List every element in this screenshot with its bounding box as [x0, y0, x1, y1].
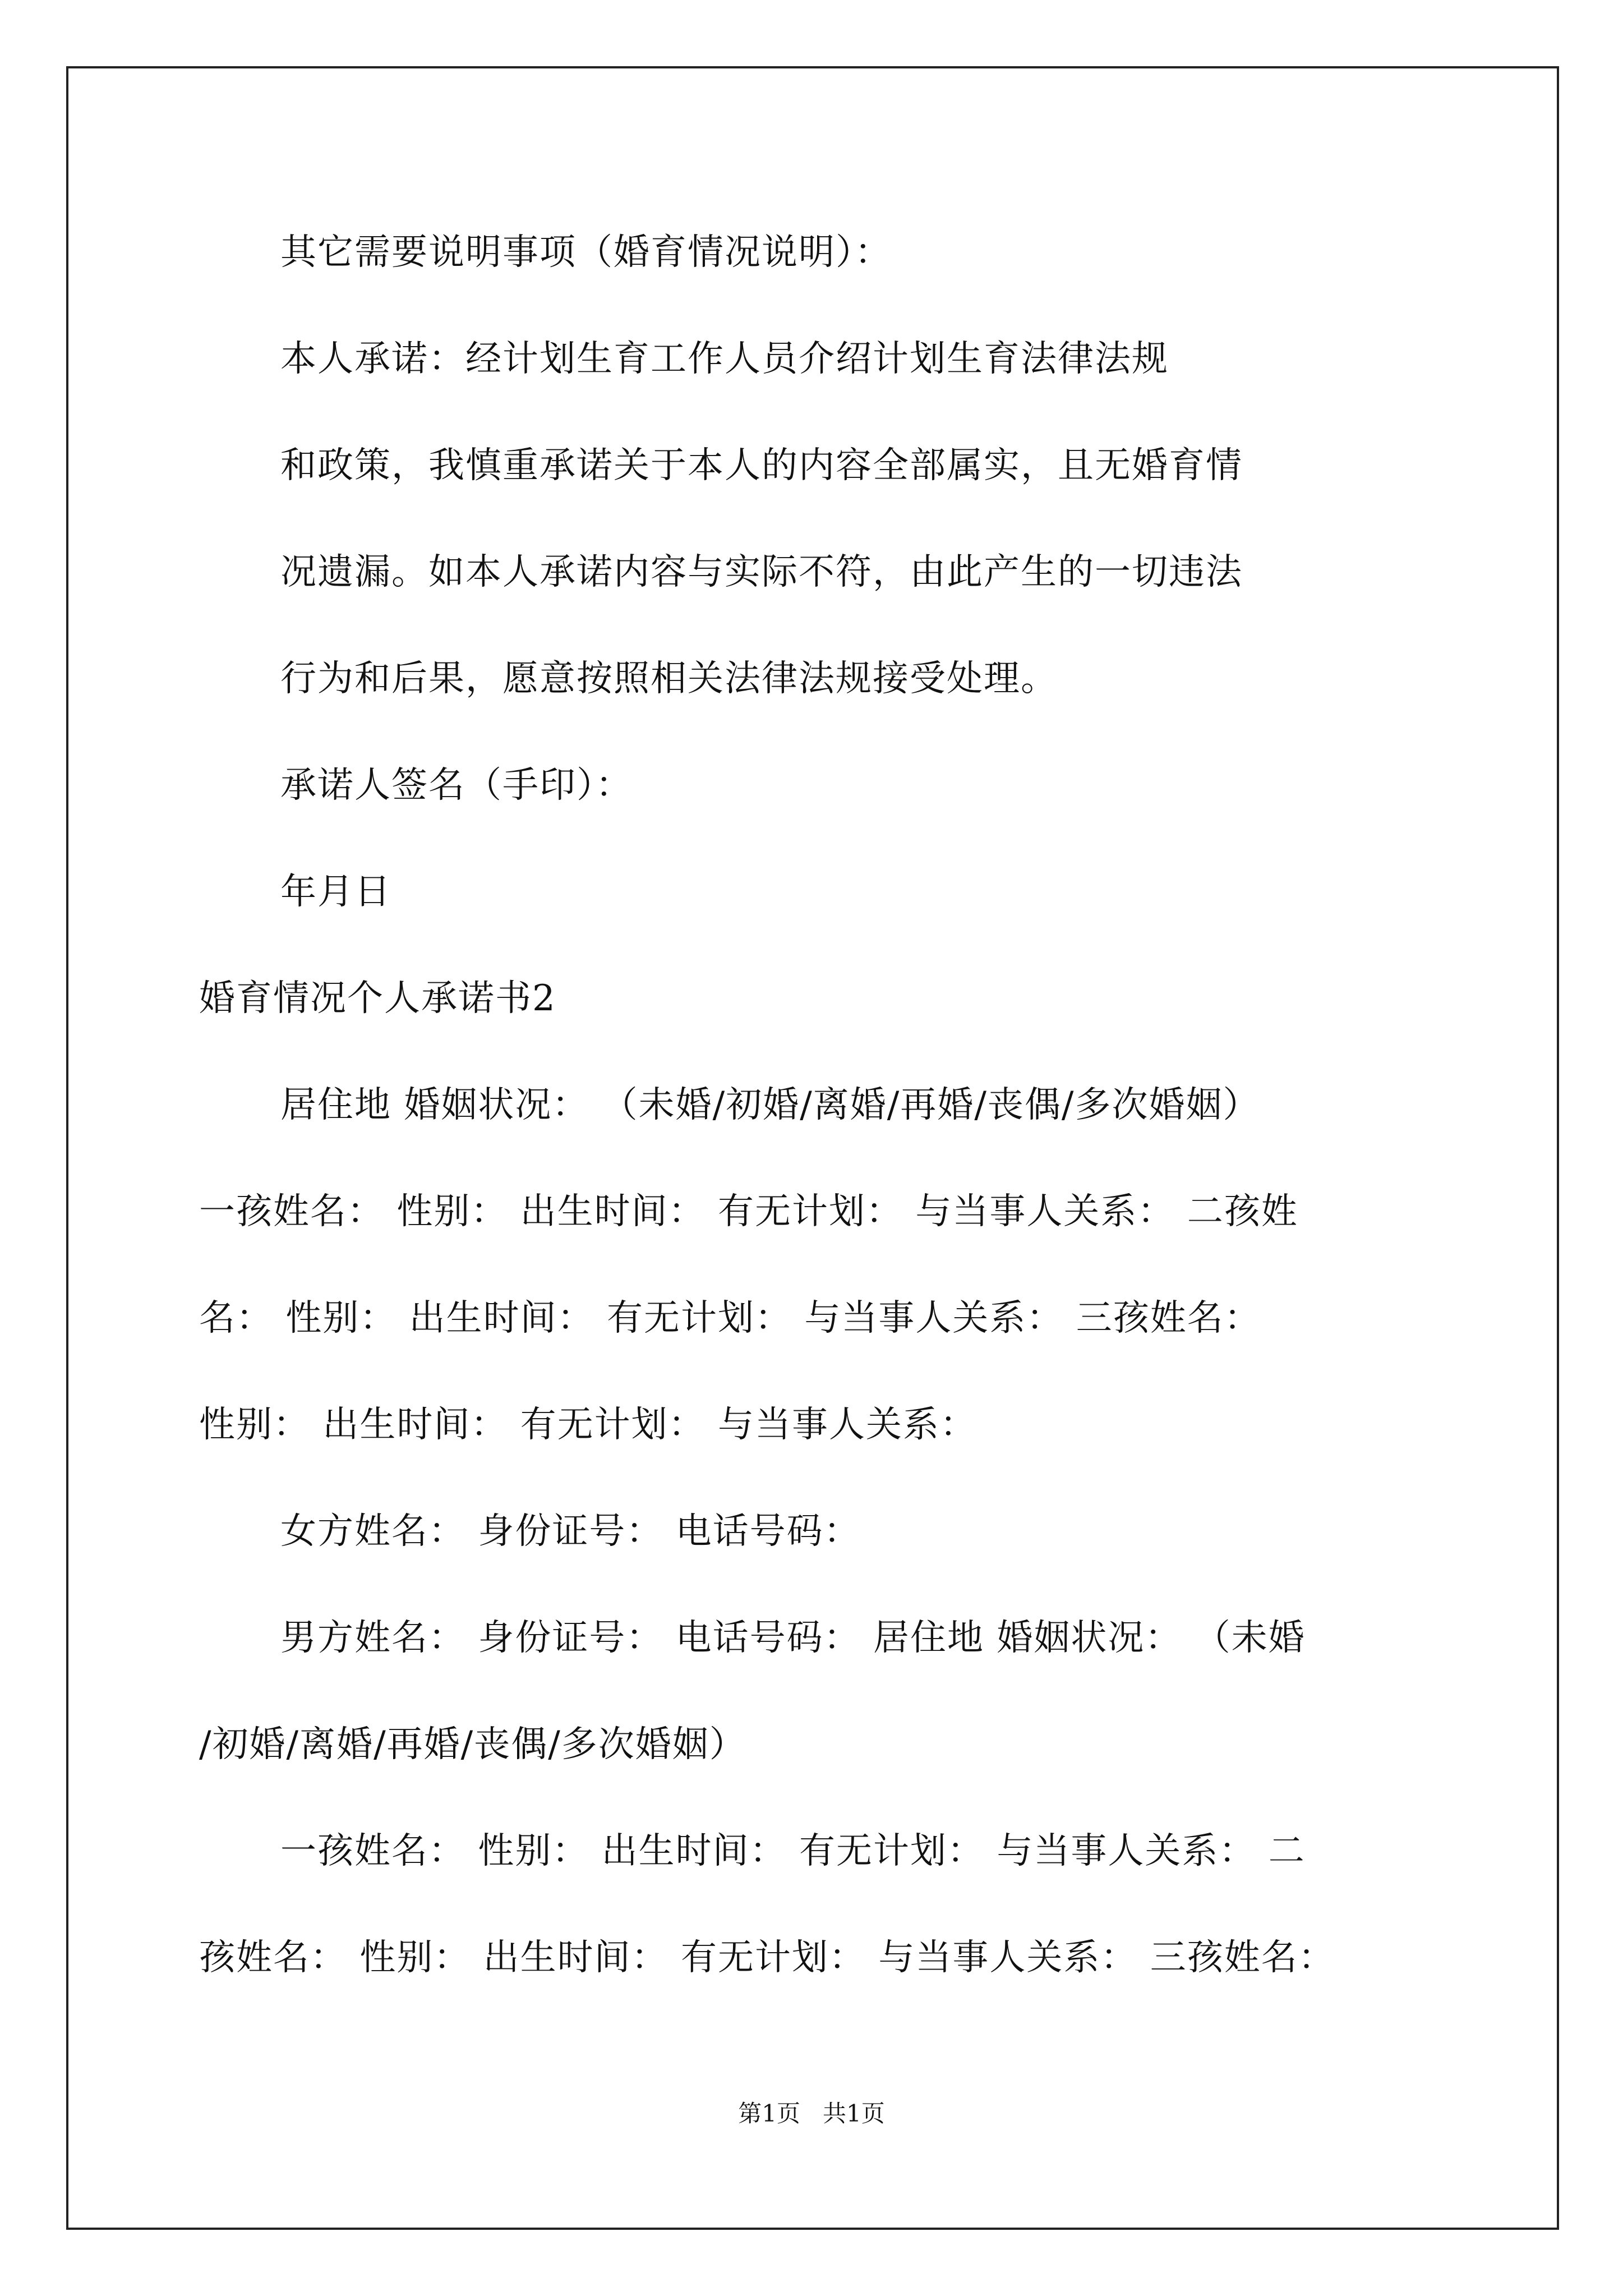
- text-line-children-2: 名： 性别： 出生时间： 有无计划： 与当事人关系： 三孩姓名：: [199, 1297, 1261, 1339]
- text-line-promise-3: 况遗漏。如本人承诺内容与实际不符，由此产生的一切违法: [280, 551, 1243, 593]
- text-line-promise-2: 和政策，我慎重承诺关于本人的内容全部属实，且无婚育情: [280, 445, 1243, 486]
- text-line-male: 男方姓名： 身份证号： 电话号码： 居住地 婚姻状况： （未婚: [280, 1617, 1306, 1659]
- text-line-marital-options: /初婚/离婚/再婚/丧偶/多次婚姻）: [199, 1724, 746, 1765]
- text-line-children-5: 孩姓名： 性别： 出生时间： 有无计划： 与当事人关系： 三孩姓名：: [199, 1937, 1335, 1978]
- section-title: 婚育情况个人承诺书2: [199, 978, 556, 1019]
- page-number-footer: 第1页 共1页: [738, 2100, 885, 2127]
- text-line-signature: 承诺人签名（手印）：: [280, 765, 633, 806]
- text-line-date: 年月日: [280, 871, 391, 913]
- page-border: [66, 66, 1559, 2230]
- text-line-residence: 居住地 婚姻状况： （未婚/初婚/离婚/再婚/丧偶/多次婚姻）: [280, 1084, 1260, 1126]
- text-line-children-4: 一孩姓名： 性别： 出生时间： 有无计划： 与当事人关系： 二: [280, 1830, 1306, 1872]
- text-line-female: 女方姓名： 身份证号： 电话号码：: [280, 1511, 861, 1552]
- text-line-promise-1: 本人承诺：经计划生育工作人员介绍计划生育法律法规: [280, 338, 1169, 380]
- text-line-promise-4: 行为和后果，愿意按照相关法律法规接受处理。: [280, 658, 1058, 700]
- text-line-children-3: 性别： 出生时间： 有无计划： 与当事人关系：: [199, 1404, 978, 1446]
- text-line-children-1: 一孩姓名： 性别： 出生时间： 有无计划： 与当事人关系： 二孩姓: [199, 1191, 1298, 1232]
- text-line-other-matters: 其它需要说明事项（婚育情况说明）：: [280, 232, 892, 273]
